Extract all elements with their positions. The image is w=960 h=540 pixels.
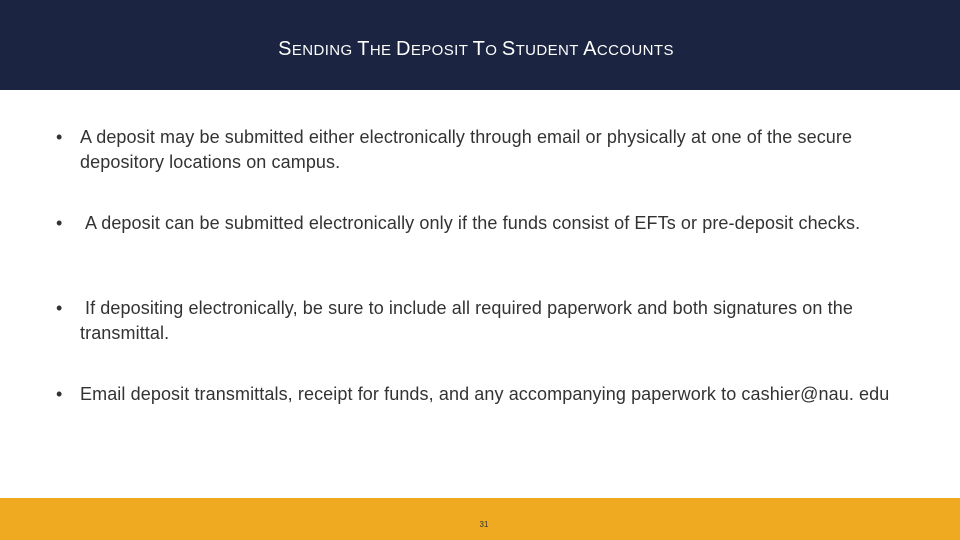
title-word: SENDING xyxy=(278,38,358,60)
title-word: DEPOSIT xyxy=(396,38,473,60)
footer-bar xyxy=(0,498,960,540)
page-number: 31 xyxy=(479,520,489,529)
title-word: STUDENT xyxy=(501,38,584,60)
bullet-text: Email deposit transmittals, receipt for funds, and any accompanying paperwork to cashier@nau. edu xyxy=(80,384,890,404)
bullet-marker: • xyxy=(56,298,63,318)
bullet-marker: • xyxy=(56,127,63,147)
bullet-text: If depositing electronically, be sure to include all required paperwork and both signatures on the transmittal. xyxy=(80,298,853,343)
title-word: TO xyxy=(472,38,502,60)
bullet-text: A deposit can be submitted electronically only if the funds consist of EFTs or pre-deposit checks. xyxy=(85,213,861,233)
bullet-marker: • xyxy=(56,384,63,404)
bullet-marker: • xyxy=(56,213,63,233)
title-word: THE xyxy=(357,38,397,60)
title-word: ACCOUNTS xyxy=(583,38,674,60)
bullet-text: A deposit may be submitted either electronically through email or physically at one of the secure depository locations on campus. xyxy=(80,127,853,172)
